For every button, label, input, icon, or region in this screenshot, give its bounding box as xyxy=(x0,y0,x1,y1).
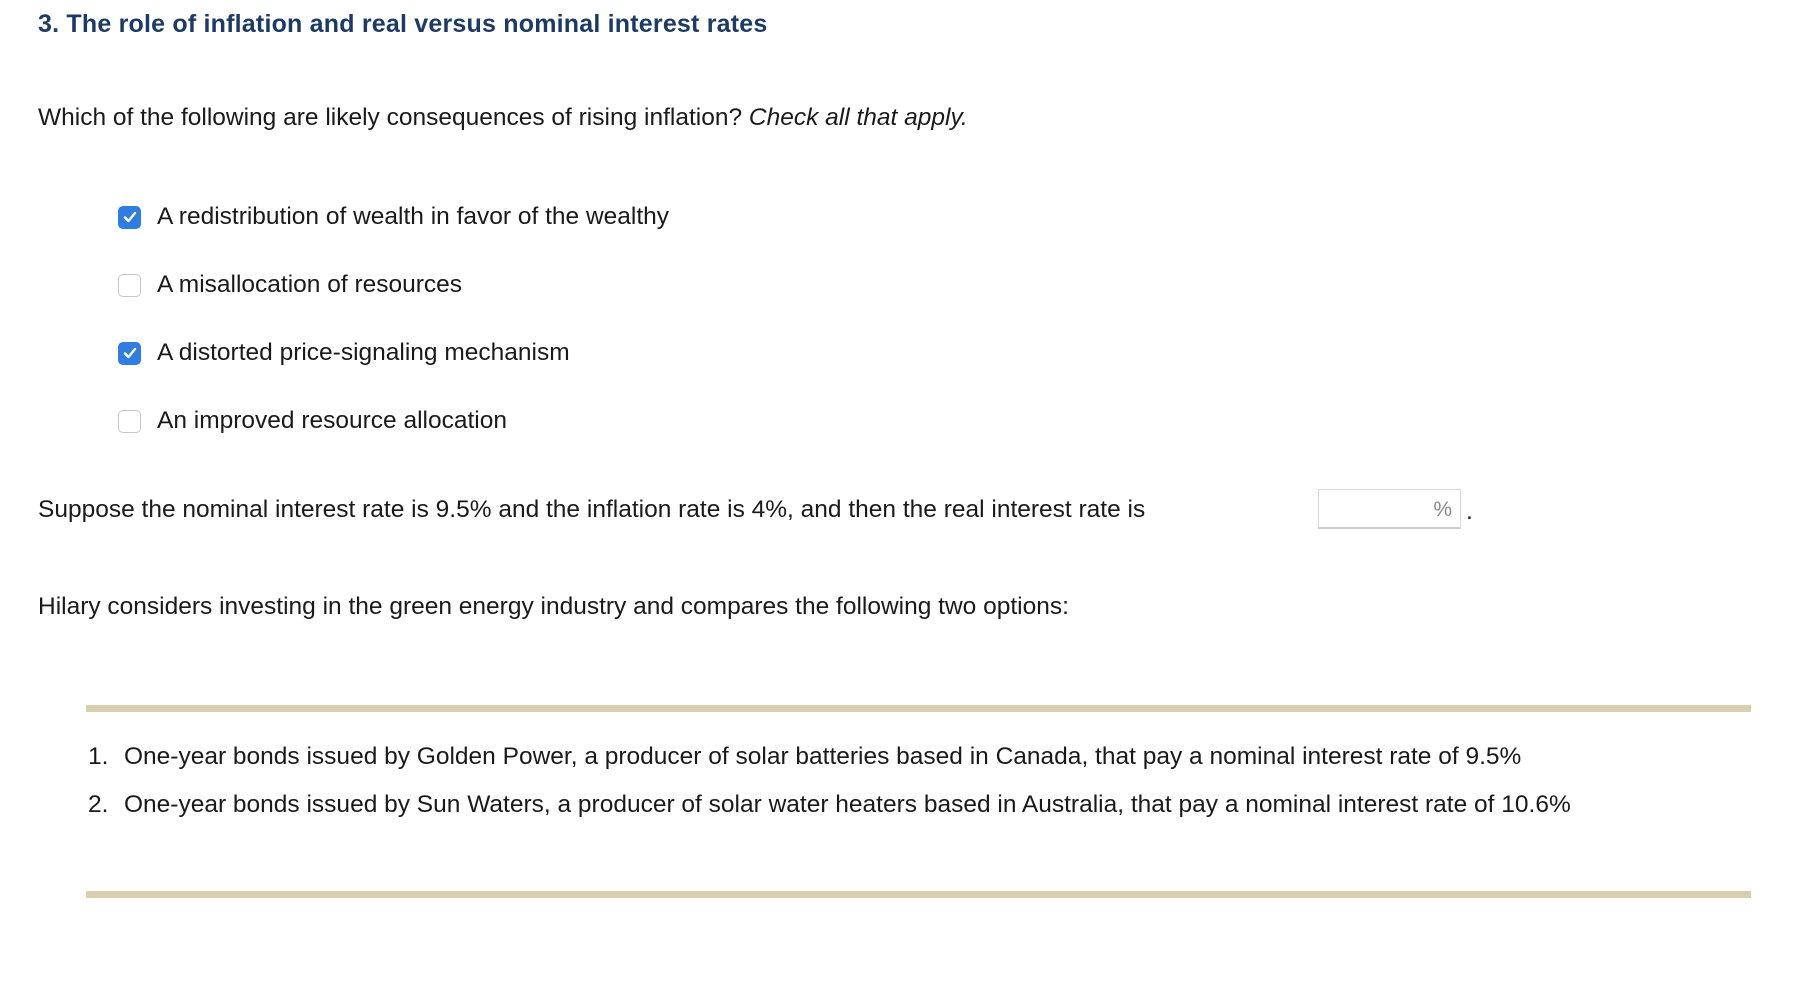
options-list xyxy=(88,733,1688,829)
option-improved-allocation[interactable] xyxy=(118,387,669,455)
divider-bottom xyxy=(86,891,1751,898)
list-item xyxy=(88,733,1688,781)
page-title: 3. The role of inflation and real versus nominal interest rates xyxy=(38,10,768,38)
option-label: A distorted price-signaling mechanism xyxy=(157,339,570,366)
checkmark-icon xyxy=(122,209,138,225)
checkmark-icon xyxy=(122,345,138,361)
list-number: 2. xyxy=(88,791,109,818)
checkbox[interactable] xyxy=(118,274,141,297)
list-text: One-year bonds issued by Golden Power, a producer of solar batteries based in Canada, that pay a nominal interest rate of 9.5% xyxy=(124,743,1522,770)
sentence-period: . xyxy=(1466,498,1473,525)
list-item xyxy=(88,781,1688,829)
scenario-intro: Hilary considers investing in the green energy industry and compares the following two options: xyxy=(38,593,1069,620)
divider-top xyxy=(86,705,1751,712)
question-prompt xyxy=(38,104,968,132)
option-label: A redistribution of wealth in favor of the wealthy xyxy=(157,203,670,230)
option-label: A misallocation of resources xyxy=(157,271,463,298)
option-misallocation[interactable] xyxy=(118,251,669,319)
option-label: An improved resource allocation xyxy=(157,407,507,434)
real-rate-sentence: Suppose the nominal interest rate is 9.5% and the inflation rate is 4%, and then the real interest rate is xyxy=(38,496,1146,523)
checkbox-group xyxy=(118,183,669,455)
option-redistribution[interactable] xyxy=(118,183,669,251)
list-text: One-year bonds issued by Sun Waters, a producer of solar water heaters based in Australia, that pay a nominal interest rate of 10.6% xyxy=(124,791,1571,818)
checkbox[interactable] xyxy=(118,342,141,365)
checkbox[interactable] xyxy=(118,206,141,229)
checkbox[interactable] xyxy=(118,410,141,433)
real-rate-input[interactable] xyxy=(1318,489,1461,529)
option-distorted-signals[interactable] xyxy=(118,319,669,387)
list-number: 1. xyxy=(88,743,109,770)
question-instruction: Check all that apply. xyxy=(748,104,968,131)
percent-unit: % xyxy=(1433,498,1452,521)
question-text: Which of the following are likely consequences of rising inflation? xyxy=(38,104,743,131)
